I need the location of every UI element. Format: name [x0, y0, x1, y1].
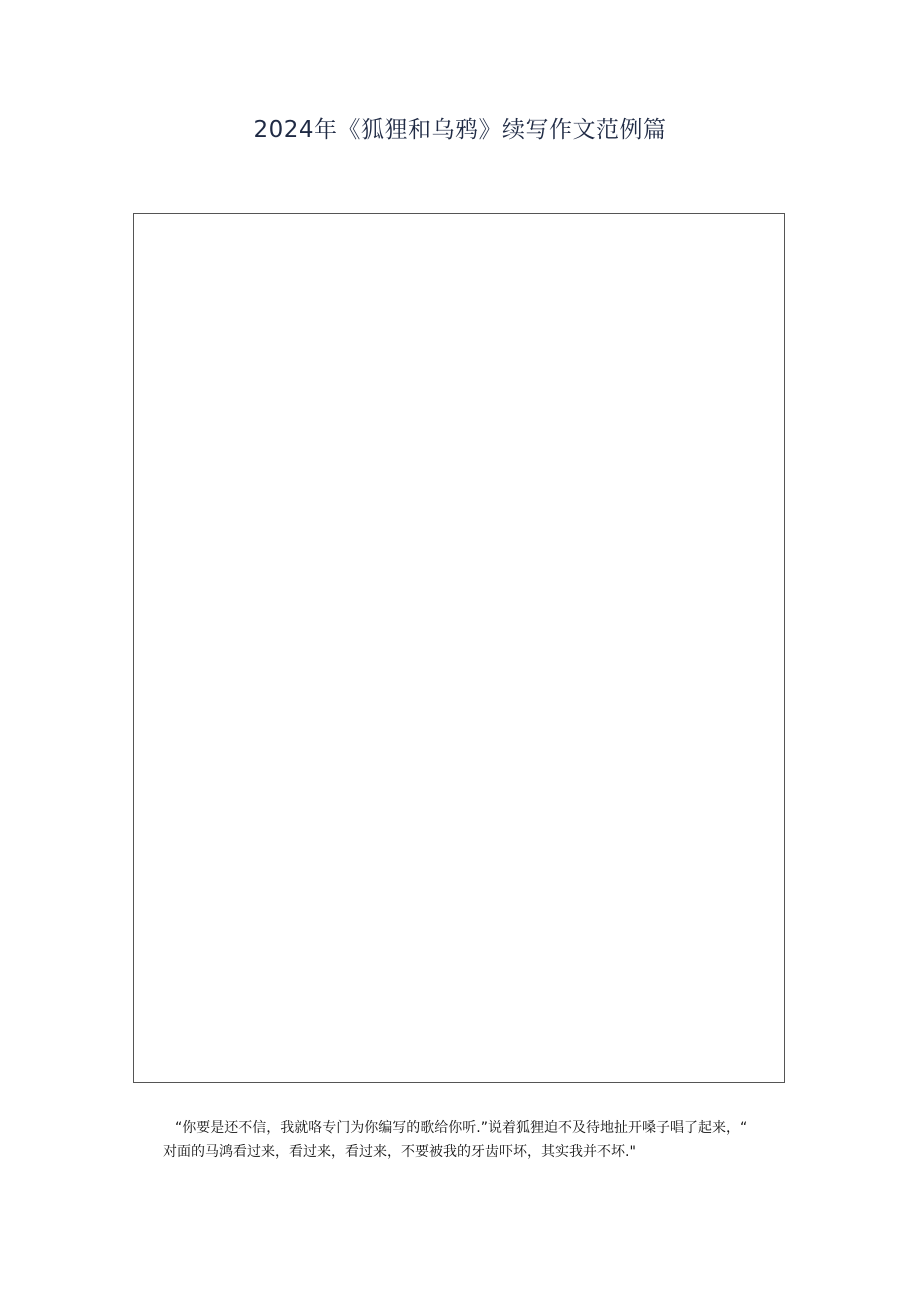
paragraph-line: “你要是还不信，我就咯专门为你编写的歌给你听.”说着狐狸迫不及待地扯开嗓子唱了起来，“	[175, 1120, 748, 1136]
content-frame	[133, 213, 785, 1083]
paragraph-line: 对面的马鸿看过来，看过来，看过来，不要被我的牙齿吓坏，其实我并不坏."	[163, 1144, 636, 1160]
document-title: 2024年《狐狸和乌鸦》续写作文范例篇	[253, 117, 667, 143]
